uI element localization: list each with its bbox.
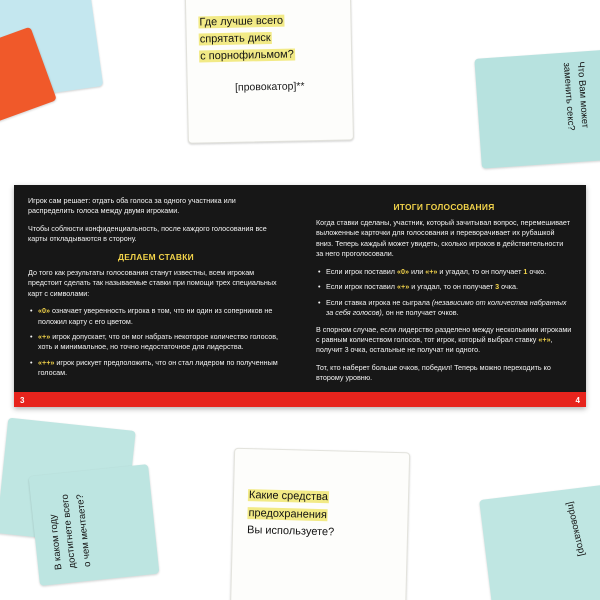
r-para2-a: В спорном случае, если лидерство разделено между несколькими игроками с равным количеством голосов, тот игрок, который выбрал ставку [316,324,572,344]
card-question-top-right[interactable] [474,49,600,168]
rules-right-bullet-3 [326,298,572,319]
bottom-left-line3: о чем мечтаете? [74,493,93,568]
top-right-line2: заменить секс? [560,62,577,132]
card-bottom-left-text [43,475,95,571]
rules-left-bullet-2 [38,332,284,353]
page-number-left: 3 [20,396,25,405]
rules-left-intro1: Игрок сам решает: отдать оба голоса за одного участника или распределить голоса между двумя игроками. [28,196,236,216]
rules-right-bullet-2 [326,282,572,292]
q-bot-line3: Вы используете? [246,524,335,539]
rules-left-bullet-3 [38,358,284,379]
q-bot-line1: Какие средства [248,489,329,504]
card-question-top[interactable] [184,0,354,144]
q-top-line1: Где лучше всего [199,14,284,29]
rules-left-para1: До того как результаты голосования станут известны, всем игрокам предстоит сделать так называемые ставки при помощи трех специальных карт с символами: [28,267,277,298]
bullet-2-text: игрок допускает, что он мог набрать некоторое количество голосов, хоть и минимальное, но точно недостаточное для лидерства. [38,331,279,352]
rules-right-para3: Тот, кто наберет больше очков, победил! Теперь можно переходить ко второму уровню. [316,362,551,383]
bullet-3-text: игрок рискует предположить, что он стал лидером по полученным голосам. [38,357,278,378]
card-bottom-right[interactable] [479,485,600,600]
bottom-right-line1: [провокатор] [564,500,588,558]
r-bullet-1-tail: очко. [527,266,547,276]
r-bullet-1-sym1: «0» [397,266,410,276]
q-top-line2: спрятать диск [199,32,271,46]
r-para2-symbol: «+» [538,334,551,344]
r-para2-b: , получит 3 очка, остальные не получат ни одного. [316,334,553,355]
rules-right-para1: Когда ставки сделаны, участник, который зачитывал вопрос, перемешивает выложенные карточки для голосования и переворачивает их рубашкой вниз. Теперь каждый может увидеть, сколько игроков в действительности за него проголосовали. [316,218,570,259]
r-bullet-2-pre: Если игрок поставил [326,282,398,292]
card-question-bottom-text [247,487,394,544]
r-bullet-1-num: 1 [523,266,528,276]
rules-right-bullet-1 [326,267,572,277]
r-bullet-3-pre: Если ставка игрока не сыграла [326,297,432,307]
rules-footer-bar [14,392,586,407]
bullet-3-symbol: «++» [38,357,55,367]
page-number-right: 4 [575,396,580,405]
r-bullet-3-post: , он не получает очков. [381,308,459,318]
rules-right-para2 [316,325,572,356]
r-bullet-2-num: 3 [495,282,500,292]
card-bottom-right-text [562,500,598,600]
card-question-bottom[interactable] [230,448,410,600]
rules-booklet-spread [14,185,586,407]
r-bullet-3-italic: (независимо от количества набранных за себя голосов) [326,297,567,318]
card-question-top-text [198,12,339,66]
r-bullet-2-tail: очка. [499,282,519,292]
rules-page-left [28,196,300,392]
bullet-1-text: означает уверенность игрока в том, что ни один из соперников не положил карту с его цветом. [38,306,273,326]
q-top-line3: с порнофильмом? [200,48,294,63]
rules-left-intro2: Чтобы соблюсти конфиденциальность, после каждого голосования все карты откладываются в сторону. [28,223,267,244]
rules-right-heading: ИТОГИ ГОЛОСОВАНИЯ [393,202,495,212]
rules-page-right [300,196,572,392]
r-bullet-1-post: и угадал, то он получает [437,266,524,276]
rules-left-bullet-1 [38,306,284,327]
card-question-bottom-left[interactable] [29,464,160,586]
card-question-top-tag: [провокатор]** [234,80,305,94]
q-bot-line2: предохранения [248,506,328,521]
rules-left-bullets [28,306,284,379]
card-top-right-text [558,61,593,157]
top-right-line1: Что Вам может [574,61,591,129]
rules-right-bullets [316,267,572,319]
bullet-1-symbol: «0» [38,306,50,316]
rules-left-heading: ДЕЛАЕМ СТАВКИ [118,251,194,262]
bottom-left-line2: достигнете всего [59,493,79,569]
r-bullet-1-sym2: «+» [425,266,438,276]
bullet-2-symbol: «+» [38,331,51,341]
bottom-left-line1: В каком году [47,513,65,571]
r-bullet-1-mid: или [409,266,426,276]
r-bullet-2-sym1: «+» [397,282,410,292]
r-bullet-2-mid: и угадал, то он получает [409,282,496,292]
r-bullet-1-pre: Если игрок поставил [326,266,398,276]
